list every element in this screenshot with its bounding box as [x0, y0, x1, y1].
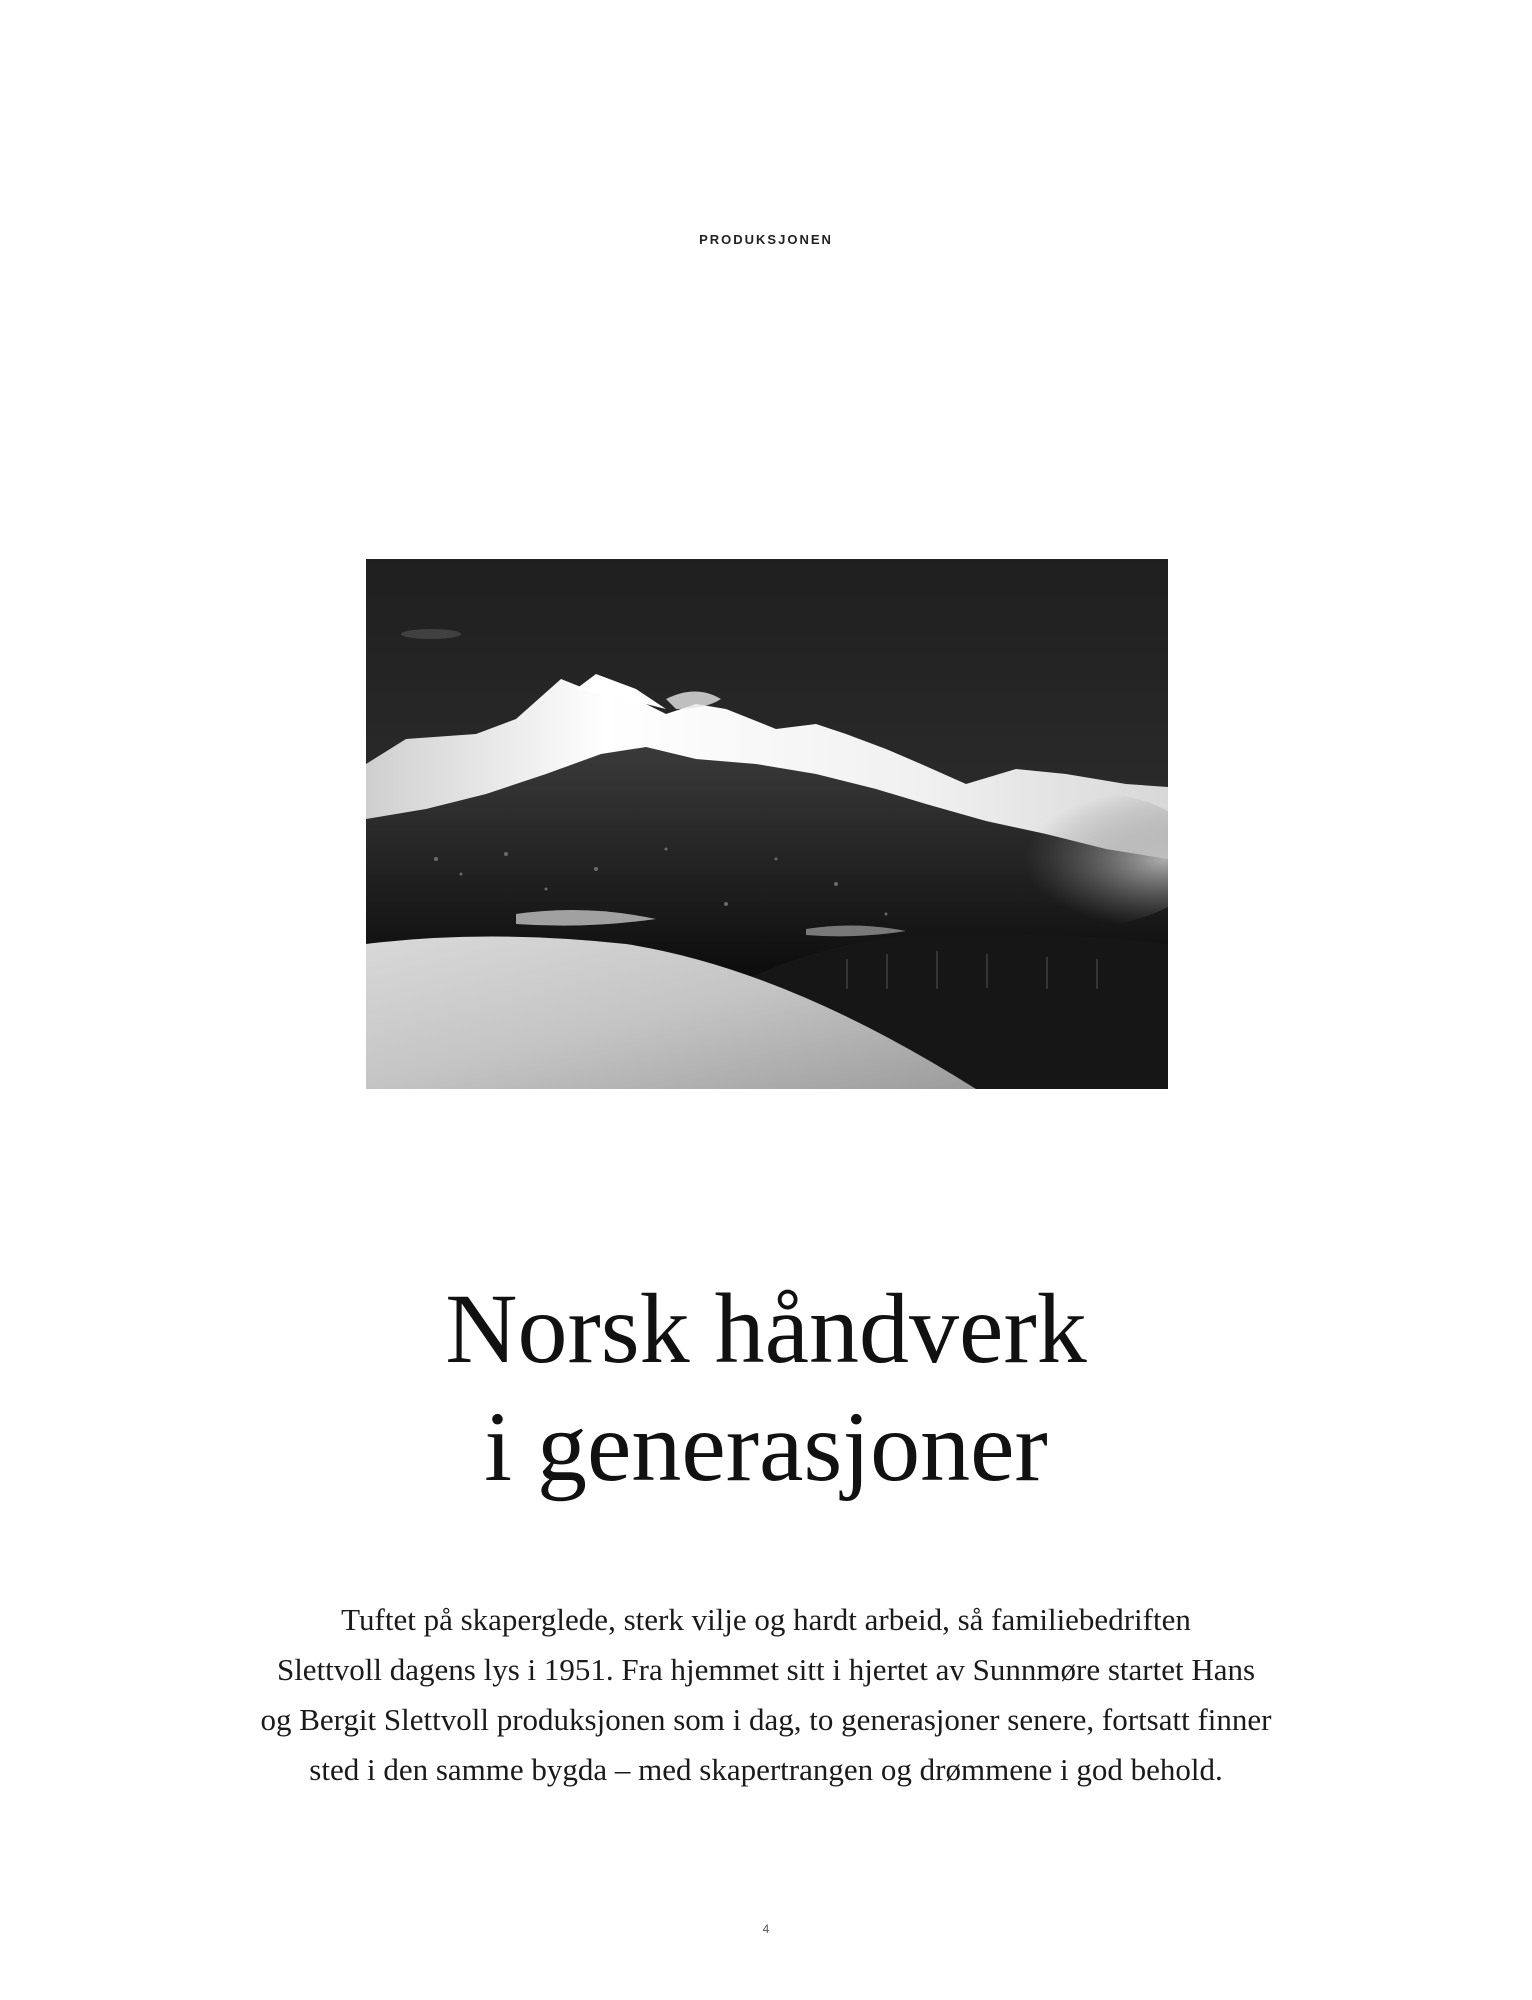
intro-line-4: sted i den samme bygda – med skapertrangen og drømmene i god behold. [309, 1752, 1223, 1787]
intro-line-1: Tuftet på skaperglede, sterk vilje og hardt arbeid, så familiebedriften [341, 1602, 1191, 1637]
headline [0, 1270, 1532, 1506]
intro-paragraph [120, 1595, 1412, 1795]
mountain-photo-graphic [366, 559, 1168, 1089]
intro-line-3: og Bergit Slettvoll produksjonen som i dag, to generasjoner senere, fortsatt finner [260, 1702, 1272, 1737]
headline-line-1: Norsk håndverk [445, 1273, 1087, 1384]
section-label: PRODUKSJONEN [699, 232, 833, 247]
headline-line-2: i generasjoner [484, 1391, 1048, 1502]
intro-line-2: Slettvoll dagens lys i 1951. Fra hjemmet sitt i hjertet av Sunnmøre startet Hans [276, 1652, 1256, 1687]
mountain-photo [366, 559, 1168, 1089]
page-number: 4 [762, 1922, 770, 1936]
